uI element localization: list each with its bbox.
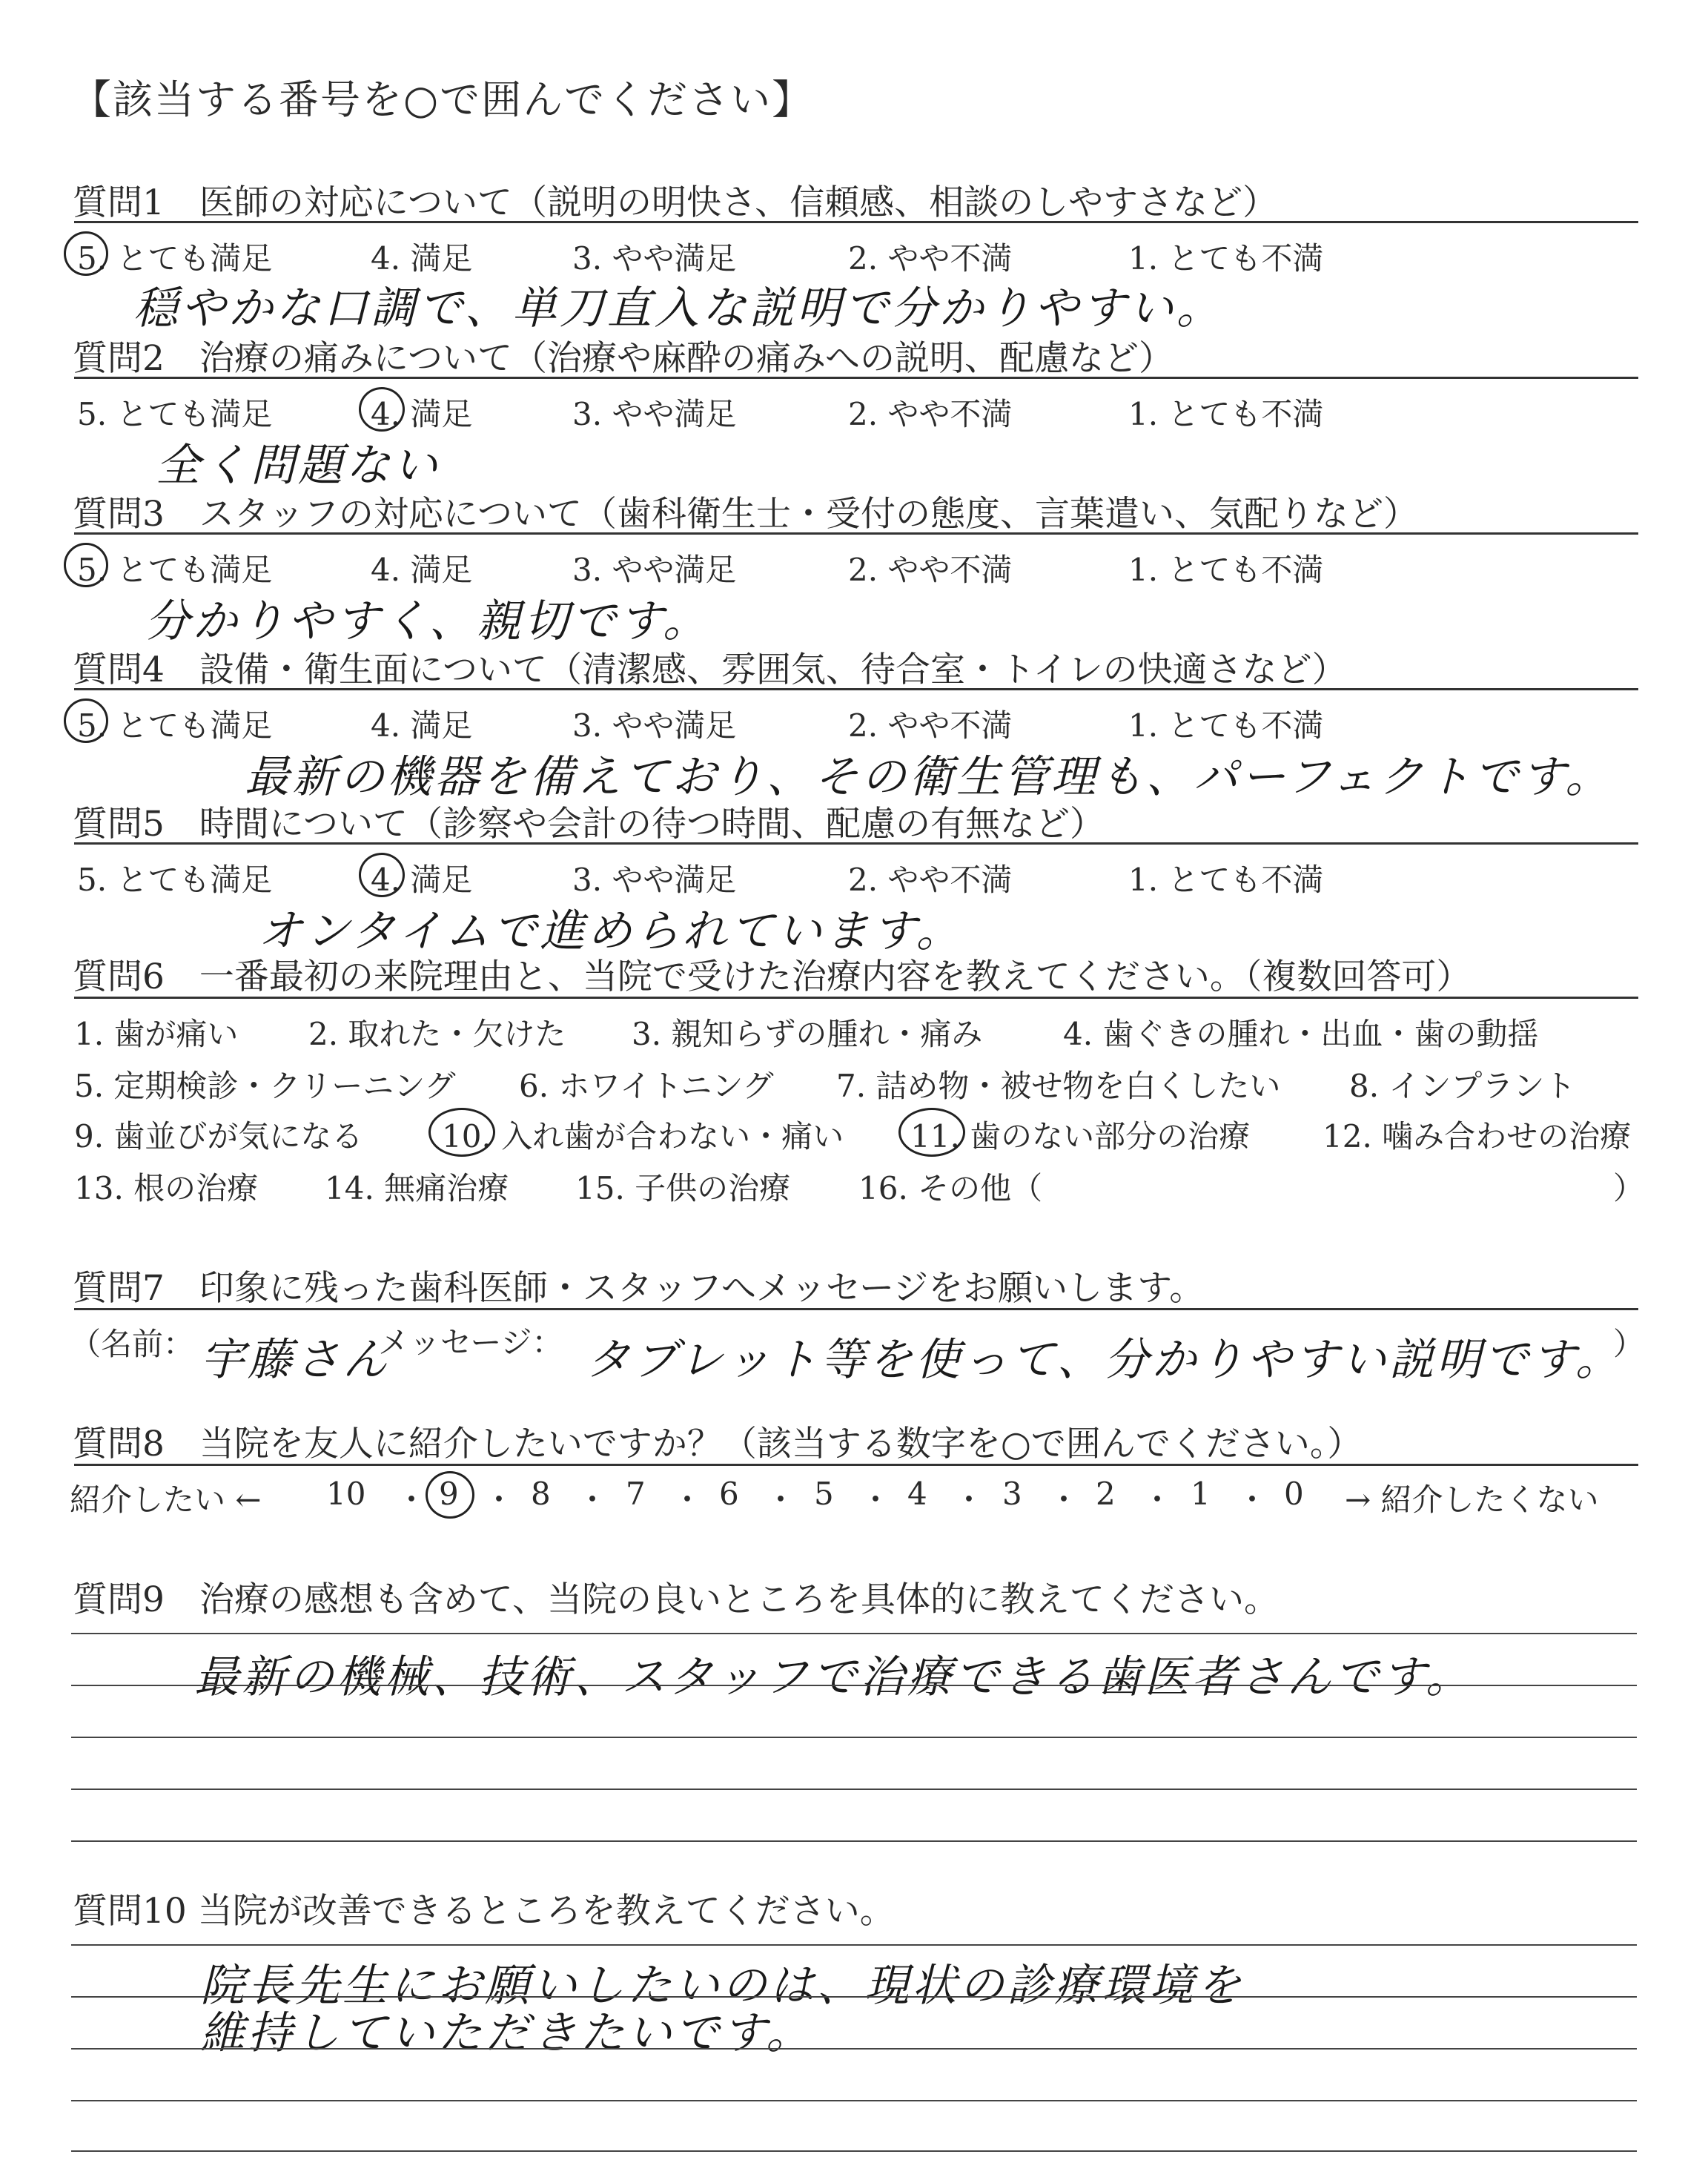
q10-label: 質問10 当院が改善できるところを教えてください。 [73,1891,895,1932]
q10-answer-line-1[interactable]: 院長先生にお願いしたいのは、現状の診療環境を [200,1960,1244,2012]
q6-opt-8[interactable]: 8. インプラント [1349,1068,1576,1104]
q6-opt-5[interactable]: 5. 定期検診・クリーニング [74,1068,456,1104]
q9-line-1 [71,1633,1637,1634]
q3-opt-4[interactable]: 4. 満足 [371,552,473,588]
q5-selection-circle [359,853,405,897]
q5-opt-5[interactable]: 5. とても満足 [77,862,273,898]
q3-selection-circle [64,543,108,587]
q6-opt-14[interactable]: 14. 無痛治療 [325,1170,509,1206]
q7-name-label: （名前： [70,1326,195,1362]
q8-scale-2[interactable]: 2 [1096,1476,1116,1512]
q6-selection-circle-11 [898,1108,965,1157]
q3-label: 質問3 スタッフの対応について（歯科衛生士・受付の態度、言葉遣い、気配りなど） [73,494,1418,535]
q4-opt-4[interactable]: 4. 満足 [371,707,473,744]
q8-scale-4[interactable]: 4 [907,1476,927,1512]
q10-line-3 [71,2048,1637,2050]
q8-dot: ・ [1142,1482,1174,1518]
q8-scale-5[interactable]: 5 [814,1476,834,1512]
q5-opt-1[interactable]: 1. とても不満 [1128,862,1324,898]
q2-selection-circle [359,387,405,432]
q9-line-5 [71,1840,1637,1842]
q6-opt-6[interactable]: 6. ホワイトニング [519,1068,774,1104]
q3-opt-2[interactable]: 2. やや不満 [848,552,1013,588]
q5-rule [74,842,1638,845]
q7-rule [74,1308,1638,1310]
form-title: 【該当する番号を○で囲んでください】 [71,76,814,123]
q8-dot: ・ [672,1482,704,1518]
q5-opt-4[interactable]: 4. 満足 [371,862,473,898]
q7-name-value[interactable]: 宇藤さん [200,1334,390,1386]
q2-opt-5[interactable]: 5. とても満足 [77,396,273,432]
q8-scale-6[interactable]: 6 [719,1476,739,1512]
q8-rule [74,1464,1638,1466]
q2-opt-3[interactable]: 3. やや満足 [572,396,737,432]
q6-rule [74,997,1638,999]
q2-label: 質問2 治療の痛みについて（治療や麻酔の痛みへの説明、配慮など） [73,338,1174,379]
q8-scale-8[interactable]: 8 [531,1476,551,1512]
q8-dot: ・ [860,1482,892,1518]
q6-opt-13[interactable]: 13. 根の治療 [74,1170,259,1206]
q8-scale-10[interactable]: 10 [326,1476,366,1512]
q5-opt-2[interactable]: 2. やや不満 [848,862,1013,898]
q4-label: 質問4 設備・衛生面について（清潔感、雰囲気、待合室・トイレの快適さなど） [73,650,1347,690]
q9-label: 質問9 治療の感想も含めて、当院の良いところを具体的に教えてください。 [73,1579,1279,1620]
q2-opt-2[interactable]: 2. やや不満 [848,396,1013,432]
q5-label: 質問5 時間について（診察や会計の待つ時間、配慮の有無など） [73,804,1105,845]
q7-label: 質問7 印象に残った歯科医師・スタッフへメッセージをお願いします。 [73,1268,1205,1309]
q8-dot: ・ [577,1482,609,1518]
q4-rule [74,688,1638,690]
q8-scale-0[interactable]: 0 [1284,1476,1304,1512]
q6-opt-1[interactable]: 1. 歯が痛い [74,1016,239,1052]
q10-line-5 [71,2150,1637,2152]
q1-selection-circle [64,231,108,276]
q10-answer-line-2[interactable]: 維持していただきたいです。 [200,2007,814,2059]
q8-scale-9[interactable]: 9 [439,1476,459,1512]
q4-opt-1[interactable]: 1. とても不満 [1128,707,1324,744]
q8-dot: ・ [396,1482,428,1518]
q2-rule [74,377,1638,379]
q1-opt-2[interactable]: 2. やや不満 [848,240,1013,277]
q3-opt-3[interactable]: 3. やや満足 [572,552,737,588]
q3-rule [74,532,1638,535]
q10-line-4 [71,2100,1637,2101]
q6-opt-3[interactable]: 3. 親知らずの腫れ・痛み [632,1016,983,1052]
q6-opt-7[interactable]: 7. 詰め物・被せ物を白くしたい [836,1068,1281,1104]
q7-message-label: メッセージ： [378,1324,563,1361]
q6-label: 質問6 一番最初の来院理由と、当院で受けた治療内容を教えてください。（複数回答可） [73,957,1472,997]
q4-comment: 最新の機器を備えており、その衛生管理も、パーフェクトです。 [245,751,1613,803]
q8-right-label: → 紹介したくない [1345,1482,1599,1518]
q2-opt-1[interactable]: 1. とても不満 [1128,396,1324,432]
q6-opt-12[interactable]: 12. 噛み合わせの治療 [1323,1118,1632,1155]
q1-label: 質問1 医師の対応について（説明の明快さ、信頼感、相談のしやすさなど） [73,182,1278,223]
q9-line-4 [71,1789,1637,1790]
q2-comment: 全く問題ない [156,440,440,492]
q6-opt-15[interactable]: 15. 子供の治療 [575,1170,791,1206]
q6-opt-16[interactable]: 16. その他（ [858,1170,1043,1206]
q1-opt-3[interactable]: 3. やや満足 [572,240,737,277]
q4-opt-5[interactable]: 5. とても満足 [77,707,273,744]
q5-opt-3[interactable]: 3. やや満足 [572,862,737,898]
q6-selection-circle-10 [428,1108,495,1157]
q3-opt-1[interactable]: 1. とても不満 [1128,552,1324,588]
q8-dot: ・ [1237,1482,1268,1518]
q4-selection-circle [64,698,108,743]
q10-line-1 [71,1944,1637,1946]
q8-dot: ・ [483,1482,515,1518]
q6-other-close-paren: ） [1613,1170,1645,1206]
q5-comment: オンタイムで進められています。 [258,905,964,957]
q6-opt-9[interactable]: 9. 歯並びが気になる [74,1118,363,1155]
q3-comment: 分かりやすく、親切です。 [145,595,710,647]
q6-opt-10[interactable]: 10. 入れ歯が合わない・痛い [442,1118,844,1155]
q2-opt-4[interactable]: 4. 満足 [371,396,473,432]
q4-opt-3[interactable]: 3. やや満足 [572,707,737,744]
q8-left-label: 紹介したい ← [70,1482,262,1518]
q6-opt-4[interactable]: 4. 歯ぐきの腫れ・出血・歯の動揺 [1063,1016,1539,1052]
q9-line-2 [71,1685,1637,1686]
q8-dot: ・ [953,1482,985,1518]
q7-close-paren: ） [1613,1326,1645,1362]
q9-line-3 [71,1737,1637,1738]
q8-label: 質問8 当院を友人に紹介したいですか？（該当する数字を○で囲んでください。） [73,1424,1363,1464]
q1-opt-5[interactable]: 5. とても満足 [77,240,273,277]
q1-rule [74,221,1638,223]
q9-answer[interactable]: 最新の機械、技術、スタッフで治療できる歯医者さんです。 [194,1651,1473,1703]
q1-opt-4[interactable]: 4. 満足 [371,240,473,277]
q3-opt-5[interactable]: 5. とても満足 [77,552,273,588]
q6-opt-2[interactable]: 2. 取れた・欠けた [308,1016,566,1052]
q1-opt-1[interactable]: 1. とても不満 [1128,240,1324,277]
q8-scale-1[interactable]: 1 [1191,1476,1211,1512]
q6-opt-11[interactable]: 11. 歯のない部分の治療 [910,1118,1251,1155]
q8-dot: ・ [1048,1482,1080,1518]
q4-opt-2[interactable]: 2. やや不満 [848,707,1013,744]
q8-scale-3[interactable]: 3 [1002,1476,1022,1512]
q7-message-value[interactable]: タブレット等を使って、分かりやすい説明です。 [586,1334,1623,1386]
q8-scale-7[interactable]: 7 [626,1476,646,1512]
q8-selection-circle [426,1471,474,1519]
q1-comment: 穏やかな口調で、単刀直入な説明で分かりやすい。 [133,283,1224,334]
q8-dot: ・ [765,1482,797,1518]
